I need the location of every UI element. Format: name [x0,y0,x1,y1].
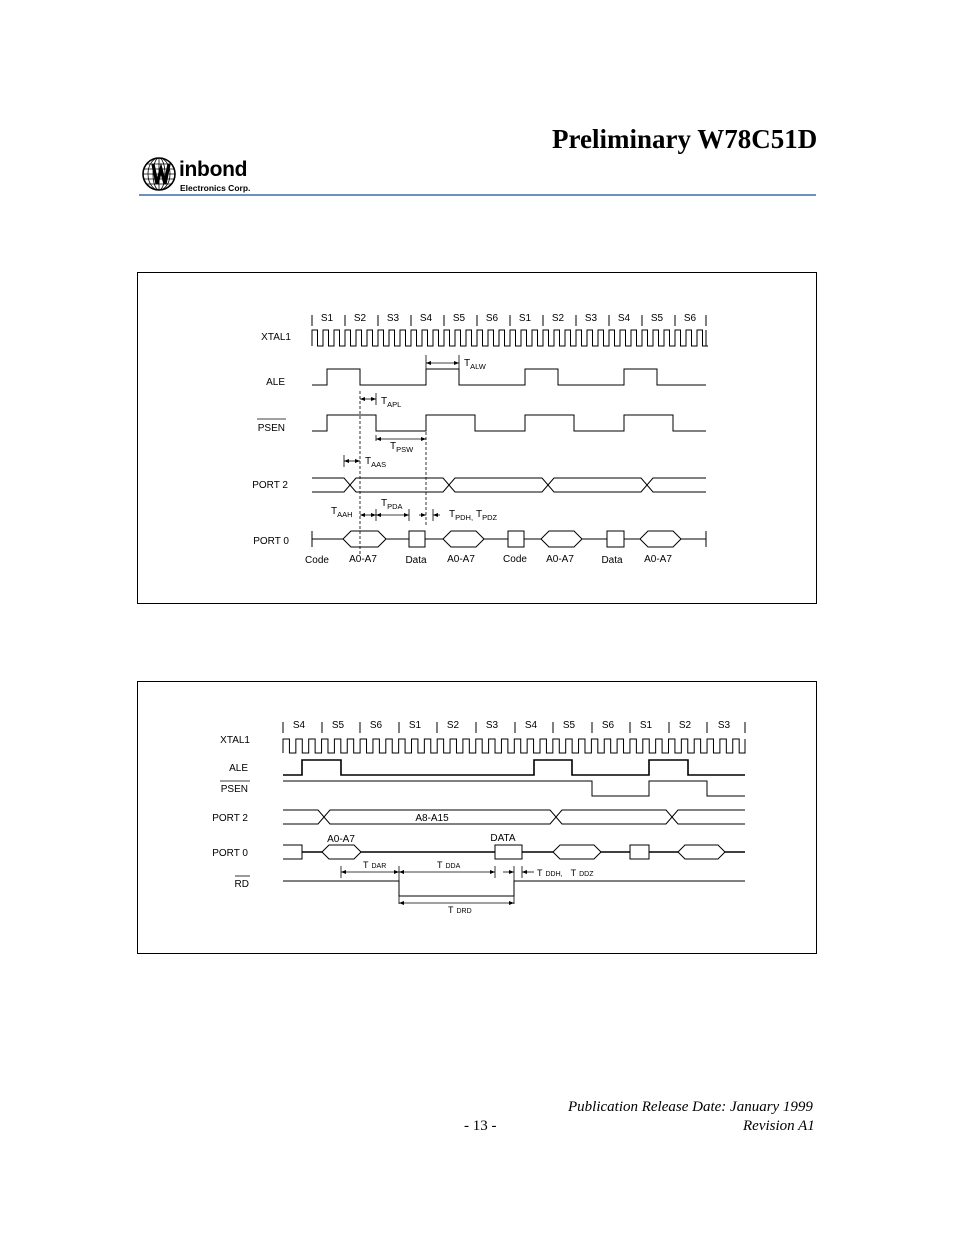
timing-markers [341,866,534,904]
timing-label-aas: $T_{AAS}$ [365,456,387,469]
state-label: S3 [717,720,731,731]
signal-label-port0: PORT 0 [253,536,289,547]
port0-label: A0-A7 [349,554,377,565]
company-logo [139,156,269,196]
state-labels [321,313,697,324]
state-label: S4 [419,313,433,324]
timing-diagram-2-drawing [138,682,818,955]
psen-waveform [283,781,745,796]
page-title: Preliminary W78C51D [552,124,818,154]
state-label: S6 [683,313,697,324]
globe-icon [139,156,183,196]
port2-bus [283,810,745,824]
signal-label-psen: PSEN [257,423,285,434]
port0-label: Code [503,554,527,565]
signal-label-port2: PORT 2 [212,813,248,824]
state-label: S2 [551,313,565,324]
state-label: S2 [446,720,460,731]
port0-label: A0-A7 [327,834,355,845]
state-label: S2 [678,720,692,731]
state-label: S5 [452,313,466,324]
psen-waveform [312,415,706,431]
xtal1-waveform [312,330,708,346]
timing-diagram-1-drawing [138,273,818,605]
state-label: S6 [601,720,615,731]
revision: Revision A1 [743,1118,815,1134]
page-number: - 13 - [464,1118,497,1134]
state-label: S1 [320,313,334,324]
timing-label-dda: T DDA [437,860,461,870]
port0-label: A0-A7 [447,554,475,565]
timing-label-aah: $T_{AAH}$ [331,506,353,519]
publication-release-date: Publication Release Date: January 1999 [568,1099,813,1115]
state-label: S4 [292,720,306,731]
timing-label-pdh: $T_{PDH,}$ $T_{PDZ}$ [449,509,498,522]
timing-diagram-data-read [137,681,817,954]
state-ticks [312,315,706,326]
timing-label-psw: $T_{PSW}$ [390,441,414,454]
state-label: S5 [562,720,576,731]
state-label: S3 [386,313,400,324]
state-label: S3 [485,720,499,731]
port0-label: Data [405,555,427,566]
logo-wordmark: inbond [179,158,248,181]
state-label: S1 [408,720,422,731]
ale-waveform [312,369,706,385]
timing-arrowheads [341,870,527,905]
signal-label-xtal1: XTAL1 [220,735,250,746]
port0-label: A0-A7 [546,554,574,565]
state-ticks [283,722,745,733]
port0-bus [312,531,706,547]
signal-label-port0: PORT 0 [212,848,248,859]
state-label: S4 [617,313,631,324]
port0-label: A0-A7 [644,554,672,565]
ale-waveform [283,760,745,775]
state-label: S2 [353,313,367,324]
port2-label: A8-A15 [415,813,449,824]
state-label: S1 [518,313,532,324]
state-label: S5 [650,313,664,324]
signal-label-ale: ALE [229,763,248,774]
timing-markers [344,355,459,521]
state-label: S1 [639,720,653,731]
timing-label-apl: $T_{APL}$ [381,396,402,409]
state-label: S5 [331,720,345,731]
timing-label-dar: T DAR [363,860,387,870]
state-label: S6 [369,720,383,731]
timing-label-ddh: T DDH, T DDZ [537,868,594,878]
timing-label-pda: $T_{PDA}$ [381,498,403,511]
timing-label-drd: T DRD [448,905,472,915]
timing-diagram-program-fetch [137,272,817,604]
state-labels [293,720,731,731]
signal-label-rd: RD [234,879,249,890]
state-label: S3 [584,313,598,324]
port0-label: Code [305,555,329,566]
port2-bus [312,478,706,492]
signal-label-port2: PORT 2 [252,480,288,491]
signal-label-psen: PSEN [220,784,248,795]
state-label: S4 [524,720,538,731]
xtal1-waveform [283,739,746,753]
timing-label-alw: $T_{ALW}$ [464,358,486,371]
logo-subtitle: Electronics Corp. [180,183,251,193]
header-rule [139,194,816,196]
port0-label: DATA [490,833,516,844]
state-label: S6 [485,313,499,324]
signal-label-xtal1: XTAL1 [261,332,291,343]
signal-label-ale: ALE [266,377,285,388]
port0-label: Data [601,555,623,566]
